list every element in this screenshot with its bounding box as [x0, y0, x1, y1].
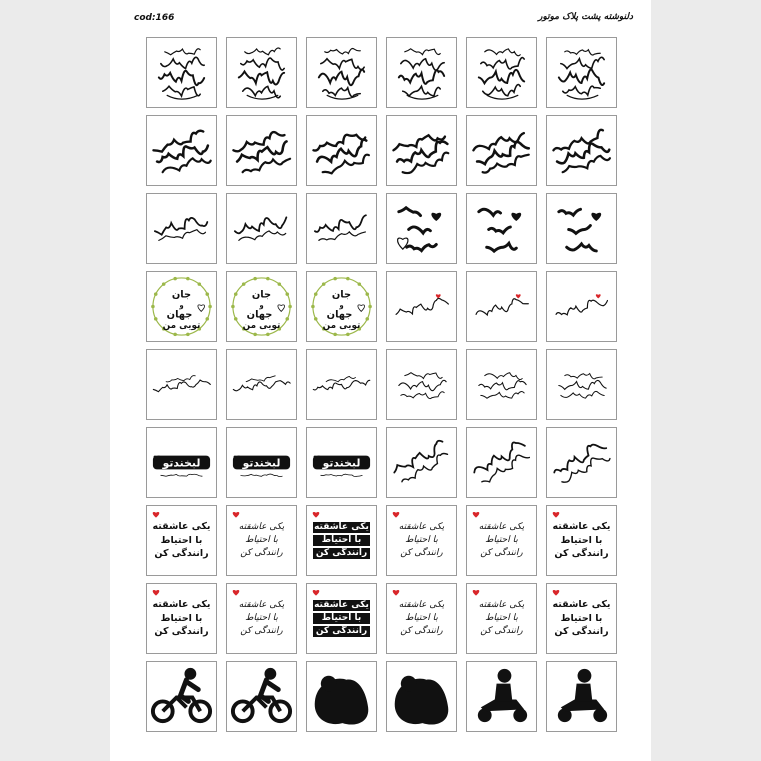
love-text-line: یکی عاشقته [552, 598, 611, 610]
sticker-salawat[interactable] [386, 115, 457, 186]
sticker-script-heart[interactable] [386, 193, 457, 264]
sticker-wreath-text[interactable] [466, 271, 537, 342]
heart-icon [151, 587, 161, 597]
love-text-line: یکی عاشقته [478, 521, 525, 532]
labkhand-graphic [147, 428, 216, 497]
script-heart-graphic [147, 194, 216, 263]
sticker-love-drive-2[interactable] [546, 583, 617, 654]
heart-icon [471, 509, 481, 519]
love-text [307, 506, 376, 575]
sticker-love-drive-2[interactable] [306, 583, 377, 654]
sticker-calligraphy-poem[interactable] [466, 37, 537, 108]
sticker-love-drive-2[interactable] [466, 583, 537, 654]
script-lines-graphic [547, 350, 616, 419]
sticker-labkhand[interactable] [226, 427, 297, 498]
sticker-love-drive-2[interactable] [146, 583, 217, 654]
sticker-love-drive-1[interactable] [146, 505, 217, 576]
script-lines-graphic [387, 350, 456, 419]
love-text-line: با احتیاط [160, 534, 203, 546]
wreath-text-graphic [547, 272, 616, 341]
sticker-love-drive-1[interactable] [226, 505, 297, 576]
love-text [227, 584, 296, 653]
wreath-text-graphic [387, 272, 456, 341]
svg-text:جان: جان [331, 289, 352, 301]
sticker-biker-silhouette[interactable] [306, 661, 377, 732]
labkhand-graphic [467, 428, 536, 497]
script-lines-graphic [227, 350, 296, 419]
love-text-line: رانندگی کن [154, 626, 209, 638]
calligraphy-poem-graphic [307, 38, 376, 107]
wreath-text-graphic [307, 272, 376, 341]
svg-text:و: و [259, 301, 264, 310]
love-text-line: با احتیاط [560, 612, 603, 624]
labkhand-graphic [387, 428, 456, 497]
heart-icon [551, 509, 561, 519]
heart-icon [471, 587, 481, 597]
sticker-calligraphy-poem[interactable] [546, 37, 617, 108]
salawat-graphic [147, 116, 216, 185]
script-heart-graphic [307, 194, 376, 263]
love-text-line: یکی عاشقته [314, 599, 369, 610]
sticker-labkhand[interactable] [306, 427, 377, 498]
love-text-line: یکی عاشقته [238, 599, 285, 610]
sticker-salawat[interactable] [146, 115, 217, 186]
sticker-biker-silhouette[interactable] [386, 661, 457, 732]
sticker-love-drive-1[interactable] [306, 505, 377, 576]
sticker-script-heart[interactable] [466, 193, 537, 264]
love-text-line: با احتیاط [313, 613, 370, 624]
labkhand-graphic [307, 428, 376, 497]
salawat-graphic [227, 116, 296, 185]
sticker-script-heart[interactable] [226, 193, 297, 264]
love-text-line: یکی عاشقته [314, 521, 369, 532]
love-text [547, 506, 616, 575]
sticker-script-lines[interactable] [546, 349, 617, 420]
sticker-script-heart[interactable] [306, 193, 377, 264]
sticker-salawat[interactable] [546, 115, 617, 186]
love-text-line: رانندگی کن [480, 626, 523, 637]
sticker-calligraphy-poem[interactable] [306, 37, 377, 108]
script-heart-graphic [227, 194, 296, 263]
sticker-wreath-text[interactable] [546, 271, 617, 342]
love-text [467, 506, 536, 575]
love-text [147, 506, 216, 575]
love-text-line: با احتیاط [485, 612, 518, 623]
script-lines-graphic [467, 350, 536, 419]
salawat-graphic [547, 116, 616, 185]
svg-text:جهان: جهان [246, 309, 273, 321]
love-text-line: رانندگی کن [480, 548, 523, 559]
sticker-salawat[interactable] [466, 115, 537, 186]
love-text [387, 506, 456, 575]
love-text-line: با احتیاط [245, 612, 278, 623]
love-text [387, 584, 456, 653]
love-text-line: با احتیاط [485, 534, 518, 545]
sticker-love-drive-1[interactable] [466, 505, 537, 576]
love-text-line: رانندگی کن [400, 548, 443, 559]
svg-text:لبخندتو: لبخندتو [322, 456, 361, 470]
sticker-labkhand[interactable] [546, 427, 617, 498]
heart-icon [151, 509, 161, 519]
love-text-line: رانندگی کن [154, 548, 209, 560]
love-text-line: رانندگی کن [240, 548, 283, 559]
love-text [467, 584, 536, 653]
sticker-biker-silhouette[interactable] [546, 661, 617, 732]
svg-text:جان: جان [171, 289, 192, 301]
sticker-wreath-text[interactable] [386, 271, 457, 342]
love-text-line: یکی عاشقته [478, 599, 525, 610]
sticker-script-lines[interactable] [466, 349, 537, 420]
love-text-line: یکی عاشقته [398, 599, 445, 610]
calligraphy-poem-graphic [227, 38, 296, 107]
sticker-love-drive-2[interactable] [386, 583, 457, 654]
love-text-line: یکی عاشقته [152, 520, 211, 532]
sticker-love-drive-1[interactable] [546, 505, 617, 576]
svg-text:جهان: جهان [166, 309, 193, 321]
heart-icon [391, 509, 401, 519]
heart-icon [551, 587, 561, 597]
love-text-line: با احتیاط [160, 612, 203, 624]
salawat-graphic [307, 116, 376, 185]
calligraphy-poem-graphic [467, 38, 536, 107]
sticker-script-lines[interactable] [146, 349, 217, 420]
love-text-line: با احتیاط [313, 535, 370, 546]
sticker-wreath-text[interactable] [146, 271, 217, 342]
svg-text:لبخندتو: لبخندتو [242, 456, 281, 470]
sticker-love-drive-1[interactable] [386, 505, 457, 576]
script-heart-graphic [467, 194, 536, 263]
calligraphy-poem-graphic [387, 38, 456, 107]
biker-silhouette-graphic [147, 662, 216, 731]
svg-text:جان: جان [251, 289, 272, 301]
biker-silhouette-graphic [307, 662, 376, 731]
sticker-labkhand[interactable] [386, 427, 457, 498]
calligraphy-poem-graphic [147, 38, 216, 107]
calligraphy-poem-graphic [547, 38, 616, 107]
biker-silhouette-graphic [387, 662, 456, 731]
script-lines-graphic [307, 350, 376, 419]
love-text-line: رانندگی کن [554, 626, 609, 638]
wreath-text-graphic [467, 272, 536, 341]
love-text-line: یکی عاشقته [238, 521, 285, 532]
love-text-line: یکی عاشقته [398, 521, 445, 532]
svg-text:جهان: جهان [326, 309, 353, 321]
heart-icon [231, 509, 241, 519]
sticker-script-heart[interactable] [546, 193, 617, 264]
script-heart-graphic [547, 194, 616, 263]
sticker-calligraphy-poem[interactable] [146, 37, 217, 108]
sticker-love-drive-2[interactable] [226, 583, 297, 654]
love-text [547, 584, 616, 653]
love-text-line: با احتیاط [560, 534, 603, 546]
sticker-script-lines[interactable] [386, 349, 457, 420]
sticker-script-heart[interactable] [146, 193, 217, 264]
heart-icon [391, 587, 401, 597]
love-text-line: با احتیاط [245, 534, 278, 545]
salawat-graphic [467, 116, 536, 185]
product-code: cod:166 [134, 13, 175, 23]
heart-icon [231, 587, 241, 597]
love-text [307, 584, 376, 653]
sticker-biker-silhouette[interactable] [226, 661, 297, 732]
svg-text:تویی من: تویی من [322, 321, 361, 332]
sticker-wreath-text[interactable] [226, 271, 297, 342]
wreath-text-graphic [227, 272, 296, 341]
sticker-wreath-text[interactable] [306, 271, 377, 342]
sticker-calligraphy-poem[interactable] [386, 37, 457, 108]
wreath-text-graphic [147, 272, 216, 341]
sticker-sheet [110, 0, 651, 761]
svg-text:تویی من: تویی من [162, 321, 201, 332]
svg-text:و: و [179, 301, 184, 310]
love-text [227, 506, 296, 575]
love-text-line: یکی عاشقته [552, 520, 611, 532]
biker-silhouette-graphic [227, 662, 296, 731]
sticker-calligraphy-poem[interactable] [226, 37, 297, 108]
script-heart-graphic [387, 194, 456, 263]
love-text-line: رانندگی کن [240, 626, 283, 637]
sheet-title: دلنوشته پشت پلاک موتور [538, 12, 633, 22]
svg-text:تویی من: تویی من [242, 321, 281, 332]
biker-silhouette-graphic [547, 662, 616, 731]
sticker-biker-silhouette[interactable] [146, 661, 217, 732]
love-text-line: با احتیاط [405, 534, 438, 545]
sticker-salawat[interactable] [226, 115, 297, 186]
love-text-line: یکی عاشقته [152, 598, 211, 610]
sticker-script-lines[interactable] [226, 349, 297, 420]
script-lines-graphic [147, 350, 216, 419]
heart-icon [311, 509, 321, 519]
love-text-line: رانندگی کن [313, 626, 370, 637]
sticker-labkhand[interactable] [466, 427, 537, 498]
sticker-salawat[interactable] [306, 115, 377, 186]
sticker-labkhand[interactable] [146, 427, 217, 498]
salawat-graphic [387, 116, 456, 185]
svg-text:و: و [339, 301, 344, 310]
labkhand-graphic [227, 428, 296, 497]
love-text-line: رانندگی کن [313, 548, 370, 559]
love-text [147, 584, 216, 653]
sticker-biker-silhouette[interactable] [466, 661, 537, 732]
heart-icon [311, 587, 321, 597]
sticker-script-lines[interactable] [306, 349, 377, 420]
love-text-line: رانندگی کن [400, 626, 443, 637]
love-text-line: رانندگی کن [554, 548, 609, 560]
svg-text:لبخندتو: لبخندتو [162, 456, 201, 470]
love-text-line: با احتیاط [405, 612, 438, 623]
labkhand-graphic [547, 428, 616, 497]
biker-silhouette-graphic [467, 662, 536, 731]
